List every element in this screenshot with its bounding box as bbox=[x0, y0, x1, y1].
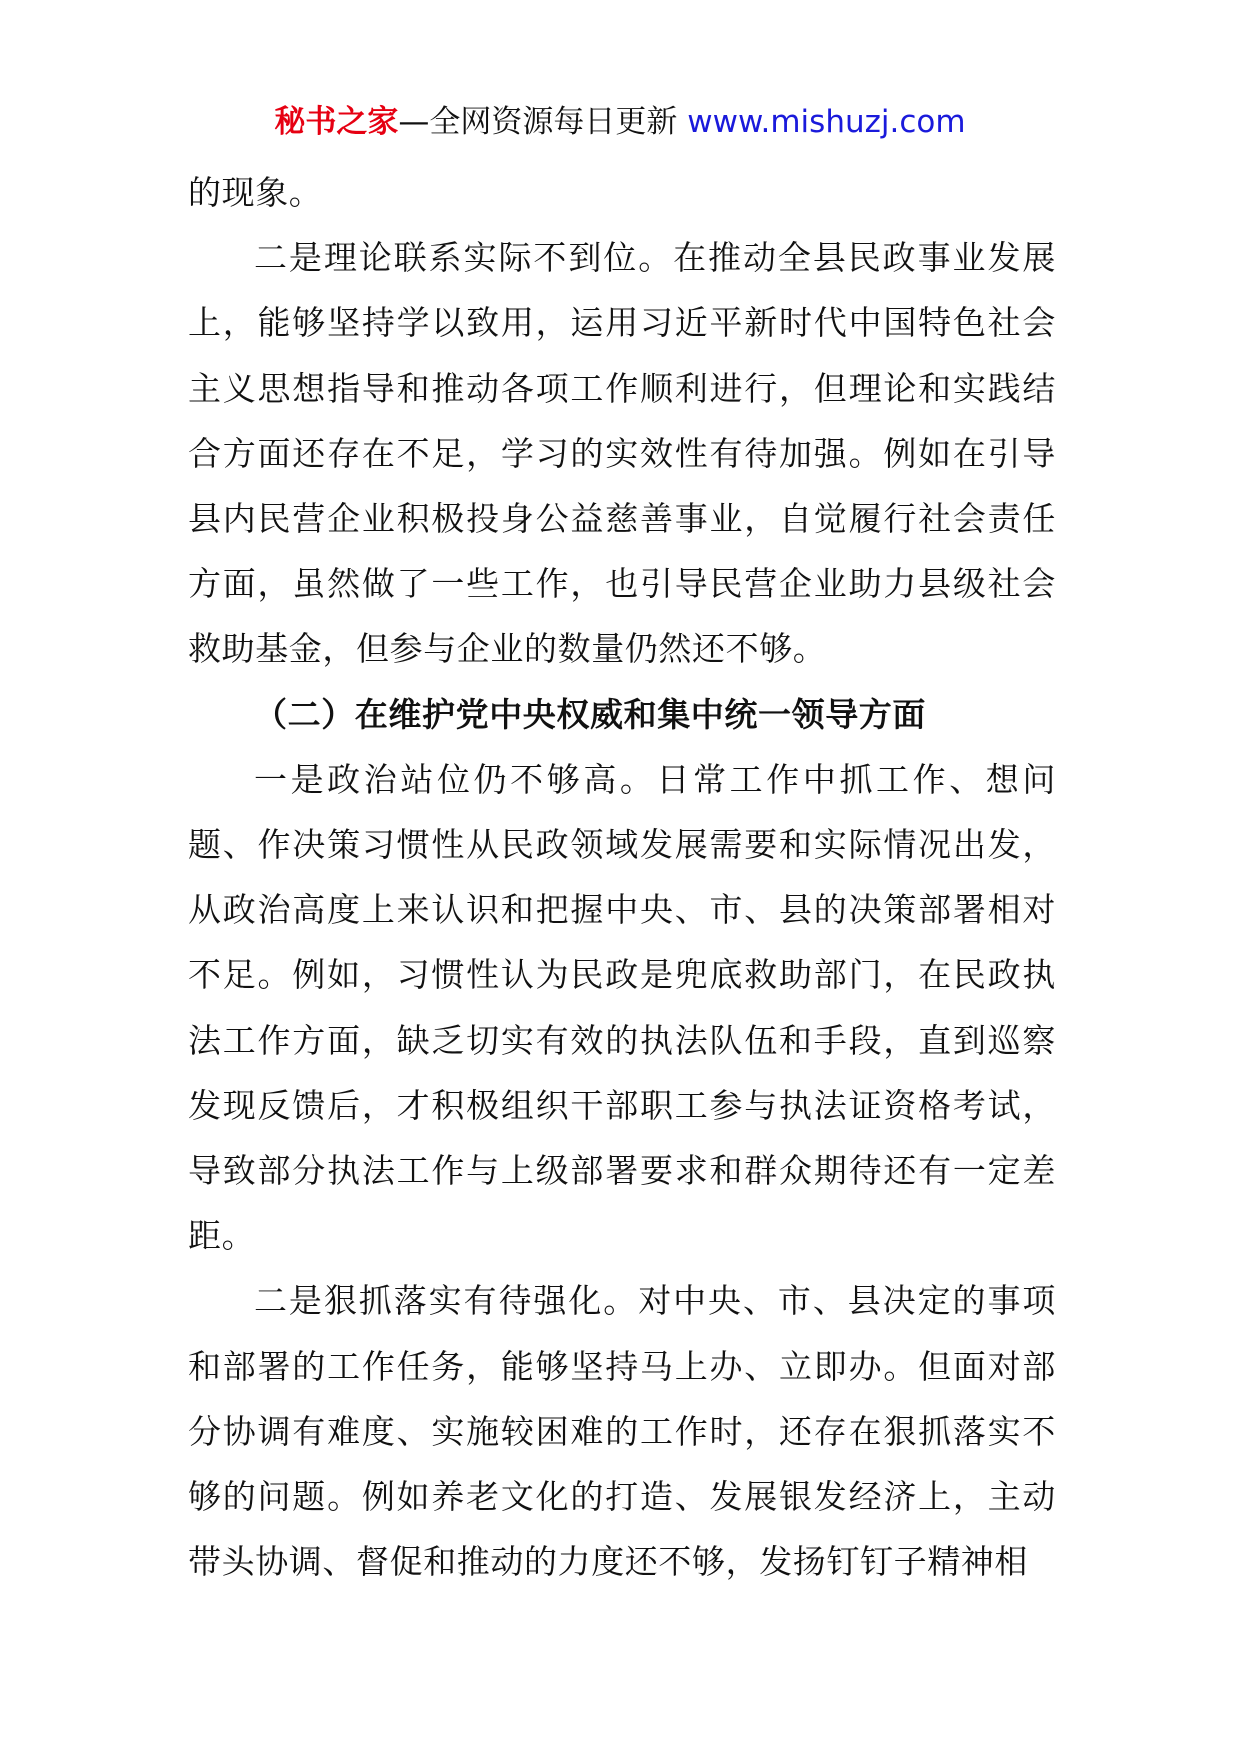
site-url-link[interactable]: www.mishuzj.com bbox=[687, 104, 966, 140]
document-body bbox=[188, 160, 1056, 1594]
paragraph-implementation: 二是狠抓落实有待强化。对中央、市、县决定的事项和部署的工作任务，能够坚持马上办、立即办。但面对部分协调有难度、实施较困难的工作时，还存在狠抓落实不够的问题。例如养老文化的打造、发展银发经济上，主动带头协调、督促和推动的力度还不够，发扬钉钉子精神相 bbox=[188, 1281, 1056, 1582]
paragraph-political-stance: 一是政治站位仍不够高。日常工作中抓工作、想问题、作决策习惯性从民政领域发展需要和实际情况出发，从政治高度上来认识和把握中央、市、县的决策部署相对不足。例如，习惯性认为民政是兜底救助部门，在民政执法工作方面，缺乏切实有效的执法队伍和手段，直到巡察发现反馈后，才积极组织干部职工参与执法证资格考试，导致部分执法工作与上级部署要求和群众期待还有一定差距。 bbox=[188, 759, 1056, 1256]
paragraph-theory-practice: 二是理论联系实际不到位。在推动全县民政事业发展上，能够坚持学以致用，运用习近平新时代中国特色社会主义思想指导和推动各项工作顺利进行，但理论和实践结合方面还存在不足，学习的实效性有待加强。例如在引导县内民营企业积极投身公益慈善事业，自觉履行社会责任方面，虽然做了一些工作，也引导民营企业助力县级社会救助基金，但参与企业的数量仍然还不够。 bbox=[188, 238, 1056, 669]
section-heading-2: （二）在维护党中央权威和集中统一领导方面 bbox=[254, 694, 926, 734]
paragraph-continued: 的现象。 bbox=[188, 173, 323, 212]
site-header bbox=[0, 100, 1240, 144]
header-tagline: —全网资源每日更新 bbox=[398, 104, 678, 140]
brand-name: 秘书之家 bbox=[274, 104, 399, 140]
